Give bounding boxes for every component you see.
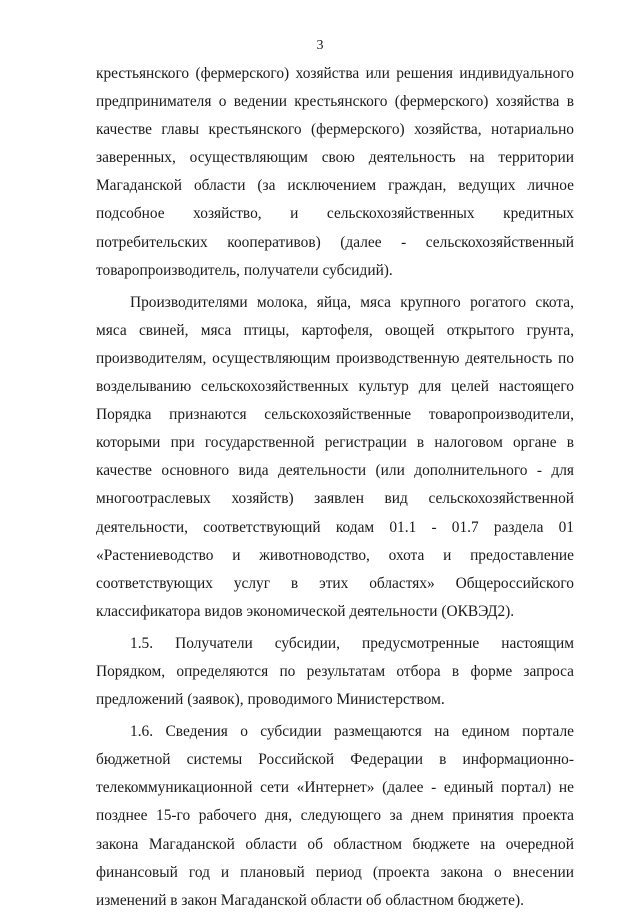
- paragraph-1-5: 1.5. Получатели субсидии, предусмотренные настоящим Порядком, определяются по результатам отбора в форме запроса предложений (заявок), проводимого Министерством.: [96, 634, 574, 709]
- paragraph-1-6: 1.6. Сведения о субсидии размещаются на едином портале бюджетной системы Российской Федерации в информационно-телекоммуникационной сети «Интернет» (далее - единый портал) не позднее 15-го рабочего дня, следующего за днем принятия проекта закона Магаданской области об областном бюджете на очередной финансовый год и плановый период (проекта закона о внесении изменений в закон Магаданской области об областном бюджете).: [96, 723, 574, 909]
- paragraph-continuation: крестьянского (фермерского) хозяйства или решения индивидуального предпринимателя о ведении крестьянского (фермерского) хозяйства в качестве главы крестьянского (фермерского) хозяйства, нотариально заверенных, осуществляющим свою деятельность на территории Магаданской области (за исключением граждан, ведущих личное подсобное хозяйство, и сельскохозяйственных кредитных потребительских кооперативов) (далее - сельскохозяйственный товаропроизводитель, получатели субсидий).: [96, 65, 574, 279]
- document-body: [96, 60, 574, 919]
- page-number: 3: [316, 38, 324, 53]
- paragraph-producers-definition: Производителями молока, яйца, мяса крупного рогатого скота, мяса свиней, мяса птицы, картофеля, овощей открытого грунта, производителям, осуществляющим производственную деятельность по возделыванию сельскохозяйственных культур для целей настоящего Порядка признаются сельскохозяйственные товаропроизводители, которыми при государственной регистрации в налоговом органе в качестве основного вида деятельности (или дополнительного - для многоотраслевых хозяйств) заявлен вид сельскохозяйственной деятельности, соответствующий кодам 01.1 - 01.7 раздела 01 «Растениеводство и животноводство, охота и предоставление соответствующих услуг в этих областях» Общероссийского классификатора видов экономической деятельности (ОКВЭД2).: [96, 293, 574, 620]
